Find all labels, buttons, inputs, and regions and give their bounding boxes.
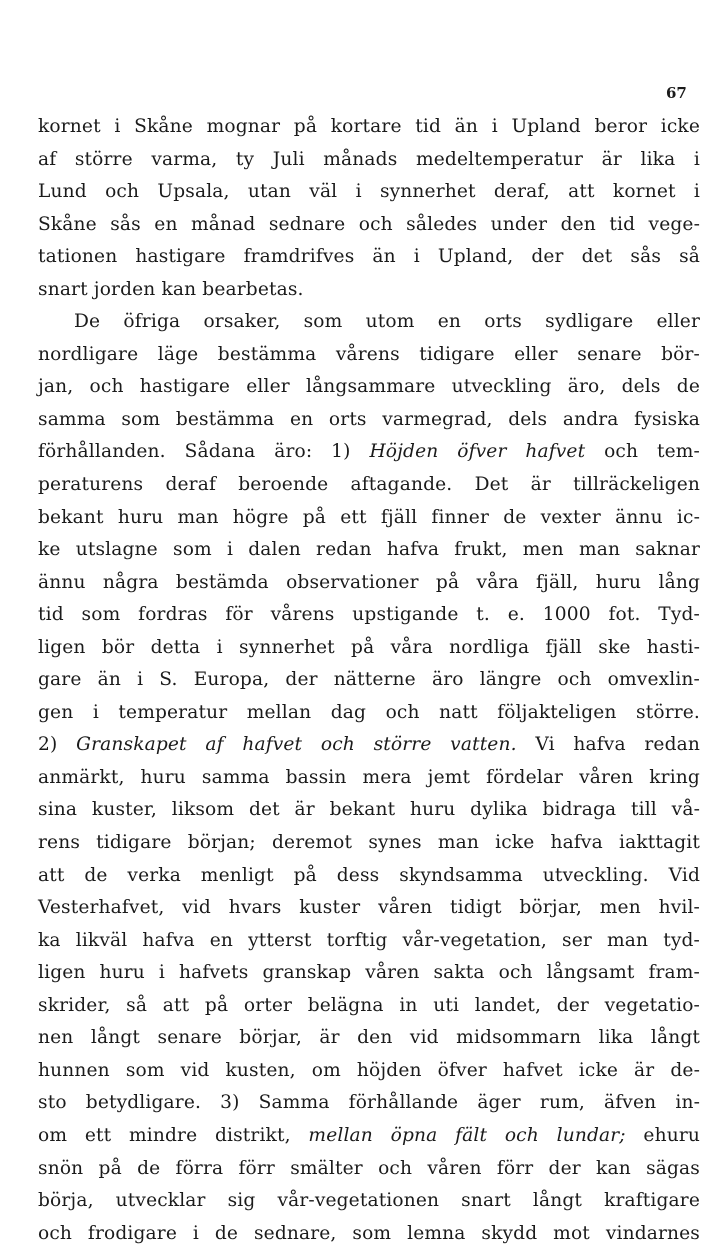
- text-line: [38, 729, 700, 762]
- text-line: [38, 1087, 700, 1120]
- text-run: hunnen som vid kusten, om höjden öfver hafvet icke är de-: [38, 1059, 700, 1081]
- text-run: gare än i S. Europa, der nätterne äro längre och omvexlin-: [38, 669, 700, 691]
- text-run: tid som fordras för vårens upstigande t. e. 1000 fot. Tyd-: [38, 604, 700, 626]
- text-run: kornet i Skåne mognar på kortare tid än i Upland beror icke: [38, 116, 700, 137]
- text-run: ligen bör detta i synnerhet på våra nordliga fjäll ske hasti-: [38, 636, 700, 658]
- text-line: [38, 404, 700, 437]
- text-run: börja, utvecklar sig vår-vegetationen snart långt kraftigare: [38, 1190, 700, 1212]
- text-line: [38, 111, 700, 144]
- text-run: ännu några bestämda observationer på våra fjäll, huru lång: [38, 571, 700, 593]
- text-run: samma som bestämma en orts varmegrad, dels andra fysiska: [38, 408, 700, 430]
- text-line: [38, 306, 700, 339]
- text-run: nen långt senare börjar, är den vid midsommarn lika långt: [38, 1027, 700, 1049]
- italic-phrase: Höjden öfver hafvet: [369, 441, 586, 463]
- text-run: Vesterhafvet, vid hvars kuster våren tidigt börjar, men hvil-: [38, 897, 700, 919]
- text-line: [38, 339, 700, 372]
- text-line: [38, 1120, 700, 1153]
- text-line: [38, 436, 700, 469]
- text-run: att de verka menligt på dess skyndsamma utveckling. Vid: [38, 864, 700, 886]
- text-line: [38, 469, 700, 502]
- italic-phrase: Granskapet af hafvet och större vatten.: [76, 734, 517, 756]
- text-line: [38, 1055, 700, 1088]
- text-run: ehuru: [625, 1124, 700, 1146]
- text-line: [38, 241, 700, 274]
- text-line: [38, 209, 700, 242]
- text-run: skrider, så att på orter belägna in uti landet, der vegetatio-: [38, 994, 700, 1016]
- text-run: snön på de förra förr smälter och våren förr der kan sägas: [38, 1157, 700, 1179]
- text-line: [38, 502, 700, 535]
- text-line: [38, 664, 700, 697]
- text-line: [38, 567, 700, 600]
- text-line: [38, 925, 700, 958]
- text-line: [38, 794, 700, 827]
- text-line: [38, 176, 700, 209]
- text-line: [38, 1153, 700, 1186]
- text-run: anmärkt, huru samma bassin mera jemt fördelar våren kring: [38, 766, 700, 788]
- text-line: [38, 697, 700, 730]
- text-run: förhållanden. Sådana äro: 1): [38, 441, 370, 463]
- text-run: sina kuster, liksom det är bekant huru dylika bidraga till vå-: [38, 799, 700, 821]
- text-run: af större varma, ty Juli månads medeltemperatur är lika i: [38, 148, 700, 170]
- text-run: tationen hastigare framdrifves än i Upland, der det sås så: [38, 246, 700, 268]
- text-run: peraturens deraf beroende aftagande. Det är tillräckeligen: [38, 474, 700, 496]
- text-run: och frodigare i de sednare, som lemna skydd mot vindarnes: [38, 1222, 700, 1244]
- text-run: De öfriga orsaker, som utom en orts sydligare eller: [74, 311, 700, 333]
- text-line: [38, 371, 700, 404]
- text-line: [38, 762, 700, 795]
- text-line: [38, 1022, 700, 1055]
- text-line: [38, 990, 700, 1023]
- text-run: sto betydligare. 3) Samma förhållande äger rum, äfven in-: [38, 1092, 700, 1114]
- text-run: och tem-: [585, 441, 700, 463]
- text-run: gen i temperatur mellan dag och natt följakteligen större.: [38, 701, 700, 723]
- text-run: ke utslagne som i dalen redan hafva frukt, men man saknar: [38, 539, 700, 561]
- body-text: [38, 111, 700, 1250]
- text-line: [38, 1218, 700, 1250]
- text-run: Lund och Upsala, utan väl i synnerhet deraf, att kornet i: [38, 181, 700, 203]
- text-run: snart jorden kan bearbetas.: [38, 278, 304, 300]
- text-line: [38, 144, 700, 177]
- text-line: [38, 957, 700, 990]
- text-run: om ett mindre distrikt,: [38, 1124, 309, 1146]
- text-line: [38, 827, 700, 860]
- page-number: 67: [666, 84, 687, 102]
- text-run: rens tidigare början; deremot synes man icke hafva iakttagit: [38, 832, 700, 854]
- text-run: jan, och hastigare eller långsammare utveckling äro, dels de: [38, 376, 700, 398]
- text-line: [38, 860, 700, 893]
- text-run: 2): [38, 734, 77, 756]
- italic-phrase: mellan öpna fält och lundar;: [308, 1124, 626, 1146]
- text-run: bekant huru man högre på ett fjäll finner de vexter ännu ic-: [38, 506, 700, 528]
- text-run: nordligare läge bestämma vårens tidigare eller senare bör-: [38, 343, 700, 365]
- text-line: [38, 632, 700, 665]
- text-line: [38, 599, 700, 632]
- text-run: Vi hafva redan: [516, 734, 700, 756]
- text-line: [38, 274, 700, 307]
- text-line: [38, 1185, 700, 1218]
- text-line: [38, 534, 700, 567]
- text-run: Skåne sås en månad sednare och således under den tid vege-: [38, 213, 700, 235]
- text-run: ligen huru i hafvets granskap våren sakta och långsamt fram-: [38, 962, 700, 984]
- text-line: [38, 892, 700, 925]
- text-run: ka likväl hafva en ytterst torftig vår-vegetation, ser man tyd-: [38, 929, 700, 951]
